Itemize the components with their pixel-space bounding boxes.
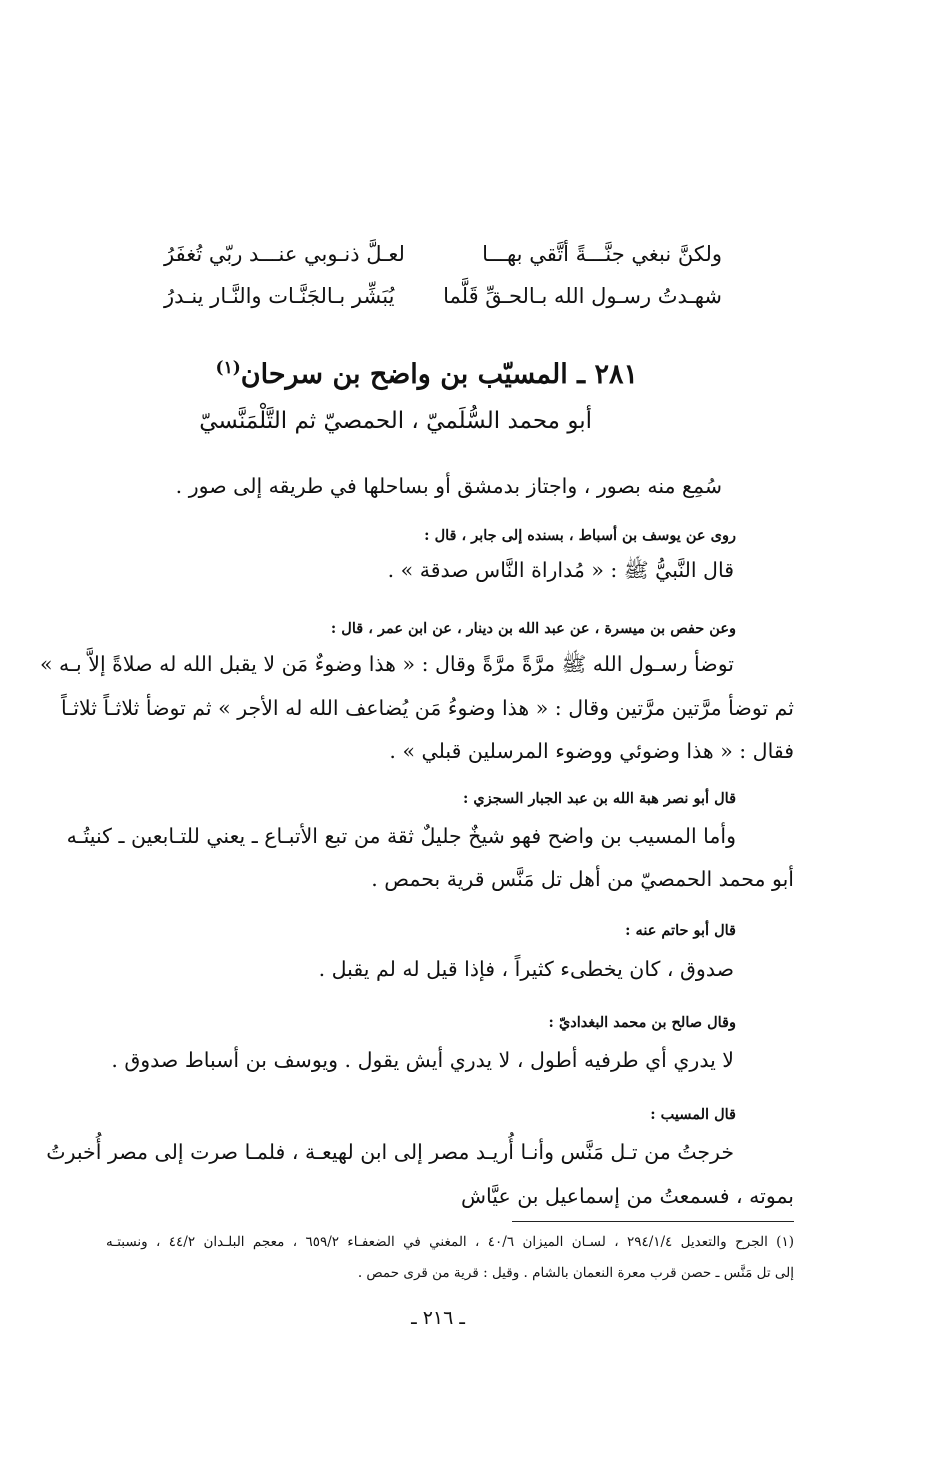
narration-label-3: قال أبو نصر هبة الله بن عبد الجبار السجزي : xyxy=(462,790,736,807)
footnote-separator xyxy=(512,1221,794,1222)
narration-label-1: روى عن يوسف بن أسباط ، بسنده إلى جابر ، قال : xyxy=(424,527,736,544)
paragraph-7-line-2: بموته ، فسمعتُ من إسماعيل بن عيَّاش xyxy=(460,1184,794,1208)
entry-subtitle: أبو محمد السُّلَميّ ، الحمصيّ ثم التَّلْمَنَّسيّ xyxy=(199,408,592,434)
footnote-marker: (١) xyxy=(215,358,241,378)
footnote-line-1: (١) الجرح والتعديل ٢٩٤/١/٤ ، لسـان الميزان ٤٠/٦ ، المغني في الضعفـاء ٦٥٩/٢ ، معجم البلـدان ٤٤/٢ ، ونسبتـه xyxy=(106,1234,794,1250)
footnote-line-2: إلى تل مَنَّس ـ حصن قرب معرة النعمان بالشام . وقيل : قرية من قرى حمص . xyxy=(357,1265,794,1281)
paragraph-3-line-1: توضأ رسـول الله ﷺ مرَّةً مرَّةً وقال : « هذا وضوءٌ مَن لا يقبل الله له صلاةً إلاَّ بـه » xyxy=(40,652,734,676)
poem-line-2-right: شهـدتُ رسـول الله بـالحـقِّ قَلَّما xyxy=(443,284,722,308)
paragraph-5: صدوق ، كان يخطىء كثيراً ، فإذا قيل له لم يقبل . xyxy=(318,957,734,981)
entry-title-text: ٢٨١ ـ المسيّب بن واضح بن سرحان xyxy=(240,359,638,390)
paragraph-7-line-1: خرجتُ من تـل مَنَّس وأنـا أُريـد مصر إلى ابن لهيعـة ، فلمـا صرت إلى مصر أُخبرتُ xyxy=(46,1140,734,1164)
page-number: ـ ٢١٦ ـ xyxy=(411,1307,465,1329)
paragraph-1: سُمِع منه بصور ، واجتاز بدمشق أو بساحلها في طريقه إلى صور . xyxy=(175,474,722,498)
paragraph-4-line-1: وأما المسيب بن واضح فهو شيخٌ جليلٌ ثقة من تبع الأتبـاع ـ يعني للتـابعين ـ كنيتُـه xyxy=(66,824,736,848)
paragraph-6: لا يدري أي طرفيه أطول ، لا يدري أيش يقول . ويوسف بن أسباط صدوق . xyxy=(111,1048,734,1072)
narration-label-4: قال أبو حاتم عنه : xyxy=(625,922,736,939)
entry-title xyxy=(216,358,638,390)
paragraph-2: قال النَّبيُّ ﷺ : « مُداراة النَّاس صدقة » . xyxy=(387,558,734,582)
poem-line-1-left: لعـلَّ ذنـوبي عنـــد ربّي تُغفَرُ xyxy=(164,242,405,266)
paragraph-3-line-3: فقال : « هذا وضوئي ووضوء المرسلين قبلي » . xyxy=(389,739,794,763)
poem-line-1-right: ولكنَّ نبغي جنَّـــةً أتَّقي بهـــا xyxy=(482,242,722,266)
narration-label-2: وعن حفص بن ميسرة ، عن عبد الله بن دينار ، عن ابن عمر ، قال : xyxy=(330,620,736,637)
paragraph-3-line-2: ثم توضأ مرَّتين مرَّتين وقال : « هذا وضوءُ مَن يُضاعف الله له الأجر » ثم توضأ ثلاثـاً ثلاثـاً xyxy=(61,696,794,720)
narration-label-6: قال المسيب : xyxy=(650,1106,736,1123)
paragraph-4-line-2: أبو محمد الحمصيّ من أهل تل مَنَّس قرية بحمص . xyxy=(371,867,794,891)
narration-label-5: وقال صالح بن محمد البغداديّ : xyxy=(548,1014,736,1031)
poem-line-2-left: يُبَشِّر بـالجَنَّـات والنَّـار ينـدرُ xyxy=(164,284,395,308)
